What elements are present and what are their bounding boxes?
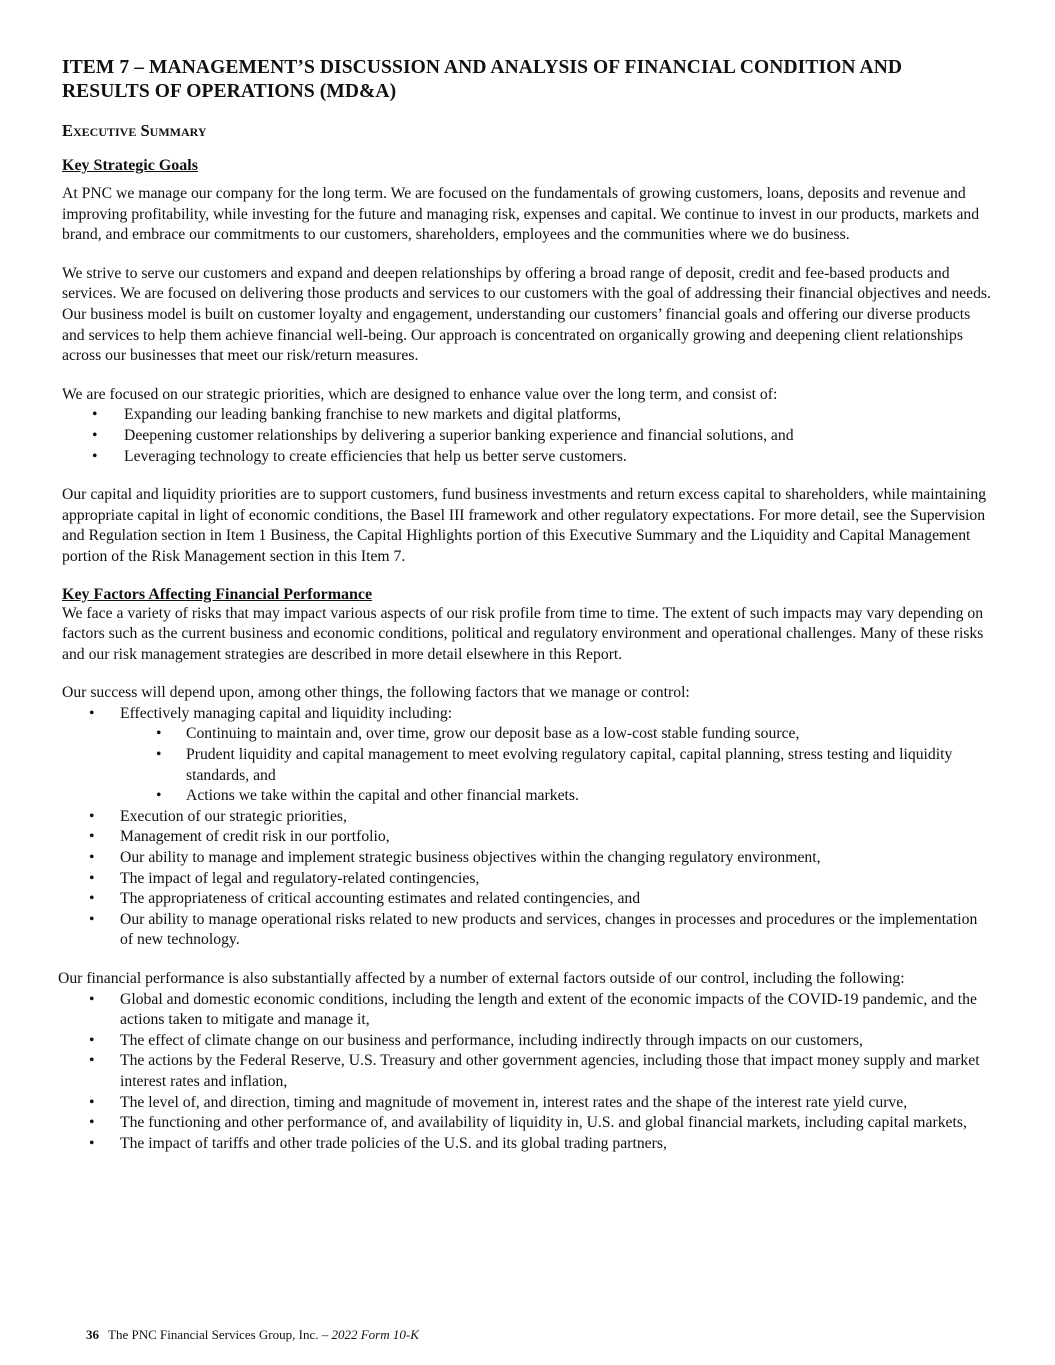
bullet: • — [89, 869, 95, 887]
list-item: • Our ability to manage and implement strategic business objectives within the changing regulatory environment, — [62, 848, 994, 869]
bullet: • — [89, 828, 95, 846]
page-number: 36 — [86, 1327, 99, 1342]
bullet: • — [89, 849, 95, 867]
list-item: • The effect of climate change on our business and performance, including indirectly through impacts on our customers, — [62, 1031, 994, 1052]
goals-paragraph-2: We strive to serve our customers and expand and deepen relationships by offering a broad range of deposit, credit and fee-based products and services. We are focused on delivering those products and services to our customers with the goal of addressing their financial objectives and needs. Our business model is built on customer loyalty and engagement, understanding our customers’ financial goals and offering our diverse products and services to help them achieve financial well-being. Our approach is concentrated on organically growing and deepening client relationships across our businesses that meet our risk/return measures. — [62, 264, 991, 365]
bullet: • — [89, 1031, 95, 1049]
control-factors-list — [62, 704, 994, 951]
strategic-priorities-list — [62, 405, 994, 467]
bullet: • — [92, 406, 98, 424]
bullet: • — [89, 1114, 95, 1132]
list-item: • The level of, and direction, timing and magnitude of movement in, interest rates and the shape of the interest rate yield curve, — [62, 1093, 994, 1114]
bullet: • — [89, 1052, 95, 1070]
document-page — [58, 56, 994, 1172]
footer-company: The PNC Financial Services Group, Inc. – — [108, 1327, 332, 1342]
list-item: • Actions we take within the capital and other financial markets. — [62, 786, 994, 807]
list-item: • The actions by the Federal Reserve, U.S. Treasury and other government agencies, including those that impact money supply and market interest rates and inflation, — [89, 1052, 980, 1090]
list-item: • Expanding our leading banking franchise to new markets and digital platforms, — [62, 405, 994, 426]
list-item: • Our ability to manage operational risks related to new products and services, changes in processes and procedures or the implementation of new technology. — [89, 910, 978, 949]
factors-paragraph-1: We face a variety of risks that may impact various aspects of our risk profile from time to time. The extent of such impacts may vary depending on factors such as the current business and economic conditions, political and regulatory environment and operational challenges. Many of these risks and our risk management strategies are described in more detail elsewhere in this Report. — [62, 604, 984, 663]
list-item: • The functioning and other performance of, and availability of liquidity in, U.S. and global financial markets, including capital markets, — [62, 1113, 994, 1134]
list-item: • Continuing to maintain and, over time, grow our deposit base as a low-cost stable funding source, — [62, 724, 994, 745]
bullet: • — [156, 725, 162, 743]
bullet: • — [89, 807, 95, 825]
page-heading: ITEM 7 – MANAGEMENT’S DISCUSSION AND ANALYSIS OF FINANCIAL CONDITION AND RESULTS OF OPERATIONS (MD&A) — [62, 57, 903, 102]
bullet: • — [89, 1093, 95, 1111]
goals-paragraph-1: At PNC we manage our company for the long term. We are focused on the fundamentals of growing customers, loans, deposits and revenue and improving profitability, while investing for the future and managing risk, expenses and capital. We continue to invest in our products, markets and brand, and embrace our commitments to our customers, shareholders, employees and the communities where we do business. — [62, 185, 980, 244]
list-item: • Deepening customer relationships by delivering a superior banking experience and financial solutions, and — [62, 426, 994, 447]
list-item: • Execution of our strategic priorities, — [62, 807, 994, 828]
list-item: • The impact of tariffs and other trade policies of the U.S. and its global trading partners, — [62, 1134, 994, 1155]
bullet: • — [89, 1134, 95, 1152]
goals-paragraph-3: We are focused on our strategic priorities, which are designed to enhance value over the long term, and consist of: — [62, 385, 778, 403]
list-item: • Effectively managing capital and liquidity including: • Continuing to maintain and, over time, grow our deposit base as a low-cost stable funding source, • Prudent liquidity and capital management to meet evolving regulatory capital, capital planning, stress testing and liquidity standards, and • Actions we take within the capital and other financial markets. — [62, 704, 994, 807]
external-factors-list — [62, 990, 994, 1155]
bullet: • — [156, 787, 162, 805]
key-strategic-goals-title: Key Strategic Goals — [62, 157, 198, 174]
page-footer — [86, 1327, 419, 1343]
bullet: • — [89, 990, 95, 1008]
footer-form: 2022 Form 10-K — [331, 1327, 419, 1342]
list-item: • The impact of legal and regulatory-related contingencies, — [62, 869, 994, 890]
capital-sub-list — [120, 724, 994, 806]
bullet: • — [92, 426, 98, 444]
bullet: • — [89, 890, 95, 908]
section-title: Executive Summary — [62, 121, 207, 140]
factors-paragraph-2: Our success will depend upon, among other things, the following factors that we manage or control: — [62, 684, 690, 702]
list-item: • Global and domestic economic conditions, including the length and extent of the economic impacts of the COVID-19 pandemic, and the actions taken to mitigate and manage it, — [89, 990, 977, 1029]
list-item: • Prudent liquidity and capital management to meet evolving regulatory capital, capital planning, stress testing and liquidity standards, and — [156, 746, 953, 784]
bullet: • — [89, 910, 95, 928]
bullet: • — [89, 704, 95, 722]
bullet: • — [92, 447, 98, 465]
list-item: • The appropriateness of critical accounting estimates and related contingencies, and — [62, 889, 994, 910]
goals-paragraph-4: Our capital and liquidity priorities are to support customers, fund business investments and return excess capital to shareholders, while maintaining appropriate capital in light of economic conditions, the Basel III framework and other regulatory expectations. For more detail, see the Supervision and Regulation section in Item 1 Business, the Capital Highlights portion of this Executive Summary and the Liquidity and Capital Management portion of the Risk Management section in this Item 7. — [62, 486, 987, 565]
list-item: • Management of credit risk in our portfolio, — [62, 827, 994, 848]
key-factors-title: Key Factors Affecting Financial Performance — [62, 585, 373, 603]
factors-paragraph-3: Our financial performance is also substantially affected by a number of external factors outside of our control, including the following: — [58, 970, 905, 987]
bullet: • — [156, 746, 162, 764]
list-item: • Leveraging technology to create efficiencies that help us better serve customers. — [62, 447, 994, 468]
